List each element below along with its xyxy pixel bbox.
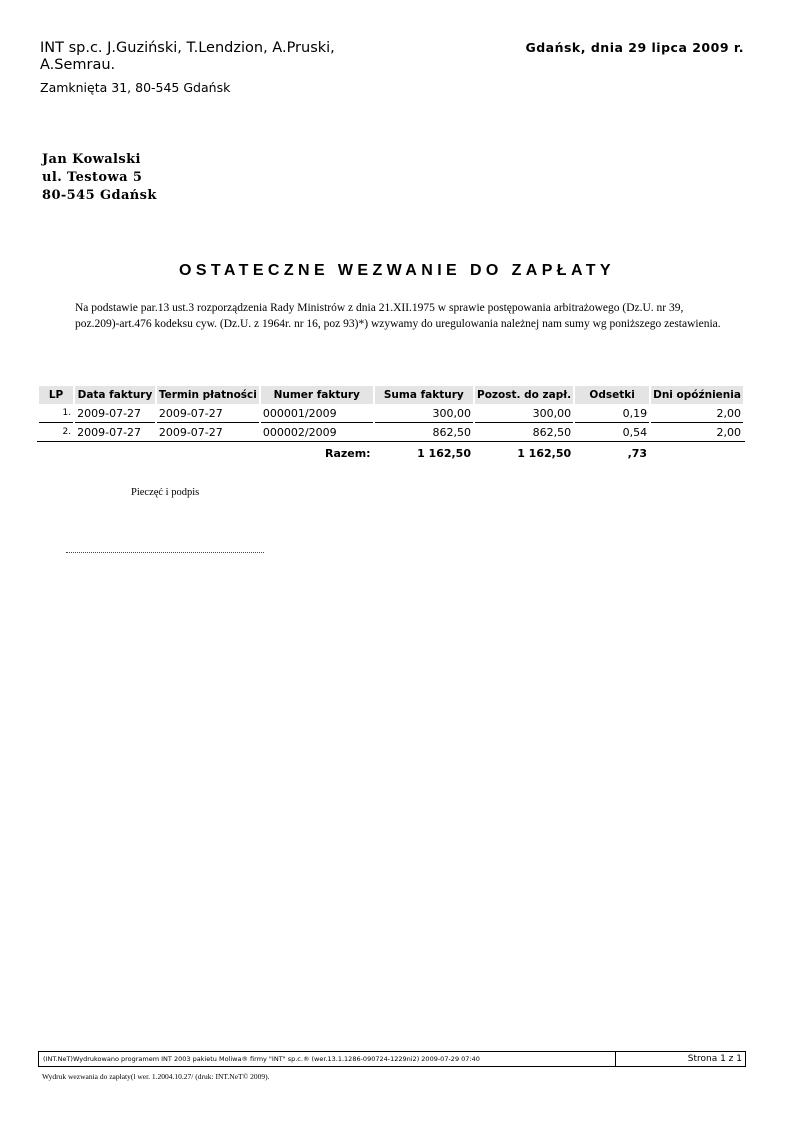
row-due-date: 2009-07-27 [157,423,259,442]
recipient-name: Jan Kowalski [42,152,141,167]
totals-label: Razem: [324,446,371,460]
table-row [39,423,743,442]
totals-row [39,442,743,462]
header-remaining: Pozost. do zapł. [475,386,573,404]
row-lp: 2. [39,423,73,442]
header-invoice-date: Data faktury [75,386,155,404]
header-due-date: Termin płatności [157,386,259,404]
row-due-date: 2009-07-27 [157,404,259,423]
recipient-city: 80-545 Gdańsk [42,188,157,203]
row-lp: 1. [39,404,73,423]
recipient-street: ul. Testowa 5 [42,170,143,185]
totals-divider [37,441,745,442]
header-interest: Odsetki [575,386,649,404]
totals-sum: 1 162,50 [417,446,471,460]
header-invoice-sum: Suma faktury [375,386,473,404]
document-date: Gdańsk, dnia 29 lipca 2009 r. [525,40,744,55]
legal-paragraph: Na podstawie par.13 ust.3 rozporządzenia Rady Ministrów z dnia 21.XII.1975 w sprawie postępowania arbitrażowego (Dz.U. nr 39, poz.209)-art.476 kodeksu cyw. (Dz.U. z 1964r. nr 16, poz 93)*) wzywamy do uregulowania należnej nam sumy wg poniższego zestawienia. [75,302,721,330]
row-interest: 0,19 [575,404,649,423]
footer-note: Wydruk wezwania do zapłaty(l wer. 1.2004.10.27/ (druk: INT.NeT© 2009). [42,1072,270,1081]
footer-box [38,1051,746,1067]
footer-page-number: Strona 1 z 1 [615,1052,745,1066]
row-remaining: 862,50 [475,423,573,442]
table-header-row [39,386,743,404]
header-days-late: Dni opóźnienia [651,386,743,404]
recipient-block [42,151,157,205]
header-lp: LP [39,386,73,404]
table-row [39,404,743,423]
row-invoice-number: 000001/2009 [261,404,373,423]
footer-program-info: (INT.NeT)Wydrukowano programem INT 2003 pakietu Moliwa® firmy "INT" sp.c.® (wer.13.1.1286-090724-1229ni2) 2009-07-29 07:40 [43,1055,480,1063]
row-days-late: 2,00 [651,404,743,423]
totals-remaining: 1 162,50 [517,446,572,460]
row-invoice-date: 2009-07-27 [75,423,155,442]
signature-line [66,552,264,553]
row-invoice-sum: 300,00 [375,404,473,423]
sender-company: INT sp.c. J.Guziński, T.Lendzion, A.Pruski, A.Semrau. [40,40,335,73]
row-interest: 0,54 [575,423,649,442]
row-invoice-sum: 862,50 [375,423,473,442]
sender-address: Zamknięta 31, 80-545 Gdańsk [40,80,231,95]
row-remaining: 300,00 [475,404,573,423]
row-invoice-date: 2009-07-27 [75,404,155,423]
header-invoice-number: Numer faktury [261,386,373,404]
invoice-table [37,386,745,462]
row-invoice-number: 000002/2009 [261,423,373,442]
document-title: OSTATECZNE WEZWANIE DO ZAPŁATY [179,262,615,279]
stamp-label: Pieczęć i podpis [131,487,200,498]
row-days-late: 2,00 [651,423,743,442]
totals-interest: ,73 [627,446,648,460]
